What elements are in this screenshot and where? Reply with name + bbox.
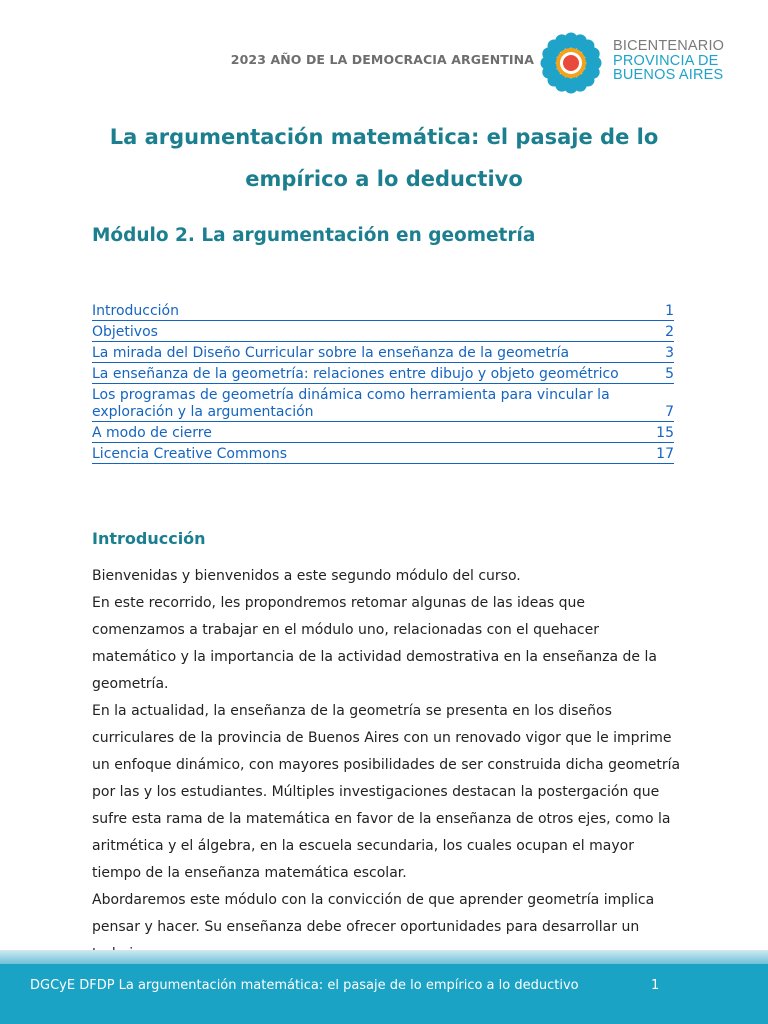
page-number: 1 xyxy=(651,978,660,993)
toc-item-label: Objetivos xyxy=(92,324,158,340)
footer-gradient xyxy=(0,950,768,964)
toc-item-label: La mirada del Diseño Curricular sobre la enseñanza de la geometría xyxy=(92,345,570,361)
toc-item-programas-geometria-dinamica[interactable] xyxy=(92,384,674,422)
paragraph: En la actualidad, la enseñanza de la geometría se presenta en los diseños curriculares de la provincia de Buenos Aires con un renovado vigor que le imprime un enfoque dinámico, con mayores posibilidades de ser construida dicha geometría por las y los estudiantes. Múltiples investigaciones destacan la postergación que sufre esta rama de la matemática en favor de la enseñanza de otros ejes, como la aritmética y el álgebra, en la escuela secundaria, los cuales ocupan el mayor tiempo de la enseñanza matemática escolar. xyxy=(92,703,681,881)
toc-item-page: 7 xyxy=(665,404,674,420)
document-title: La argumentación matemática: el pasaje de lo empírico a lo deductivo xyxy=(109,125,659,191)
footer-bar xyxy=(0,964,768,1024)
module-title: Módulo 2. La argumentación en geometría xyxy=(92,225,536,246)
logo-line-3: BUENOS AIRES xyxy=(613,67,724,83)
table-of-contents xyxy=(92,300,674,464)
section-body xyxy=(92,563,682,968)
toc-item-label: La enseñanza de la geometría: relaciones entre dibujo y objeto geométrico xyxy=(92,366,619,382)
toc-item-objetivos[interactable] xyxy=(92,321,674,342)
toc-item-mirada-diseno-curricular[interactable] xyxy=(92,342,674,363)
logo-line-1: BICENTENARIO xyxy=(613,38,725,54)
toc-item-licencia[interactable] xyxy=(92,443,674,464)
toc-item-label: Introducción xyxy=(92,303,179,319)
toc-item-page: 1 xyxy=(665,303,674,319)
footer-text: DGCyE DFDP La argumentación matemática: el pasaje de lo empírico a lo deductivo xyxy=(30,978,579,993)
logo-text xyxy=(613,39,724,83)
paragraph: En este recorrido, les propondremos retomar algunas de las ideas que comenzamos a trabajar en el módulo uno, relacionadas con el quehacer matemático y la importancia de la actividad demostrativa en la enseñanza de la geometría. xyxy=(92,595,657,692)
header-text: 2023 AÑO DE LA DEMOCRACIA ARGENTINA xyxy=(230,52,534,67)
toc-item-label: A modo de cierre xyxy=(92,425,212,441)
toc-item-page: 17 xyxy=(656,446,674,462)
toc-item-page: 3 xyxy=(665,345,674,361)
paragraph: Bienvenidas y bienvenidos a este segundo módulo del curso. xyxy=(92,568,521,584)
toc-item-label: Los programas de geometría dinámica como herramienta para vincular la exploración y la argumentación xyxy=(92,387,610,420)
toc-item-modo-de-cierre[interactable] xyxy=(92,422,674,443)
toc-item-page: 2 xyxy=(665,324,674,340)
section-title: Introducción xyxy=(92,529,206,548)
toc-item-label: Licencia Creative Commons xyxy=(92,446,287,462)
logo-line-2: PROVINCIA DE xyxy=(613,52,719,69)
toc-item-page: 15 xyxy=(656,425,674,441)
toc-item-introduccion[interactable] xyxy=(92,300,674,321)
paragraph: Abordaremos este módulo con la convicción de que aprender geometría implica pensar y hacer. Su enseñanza debe ofrecer oportunidades para desarrollar un xyxy=(92,892,655,935)
toc-item-page: 5 xyxy=(665,366,674,382)
bicentenario-logo-icon xyxy=(539,31,603,95)
toc-item-ensenanza-geometria[interactable] xyxy=(92,363,674,384)
